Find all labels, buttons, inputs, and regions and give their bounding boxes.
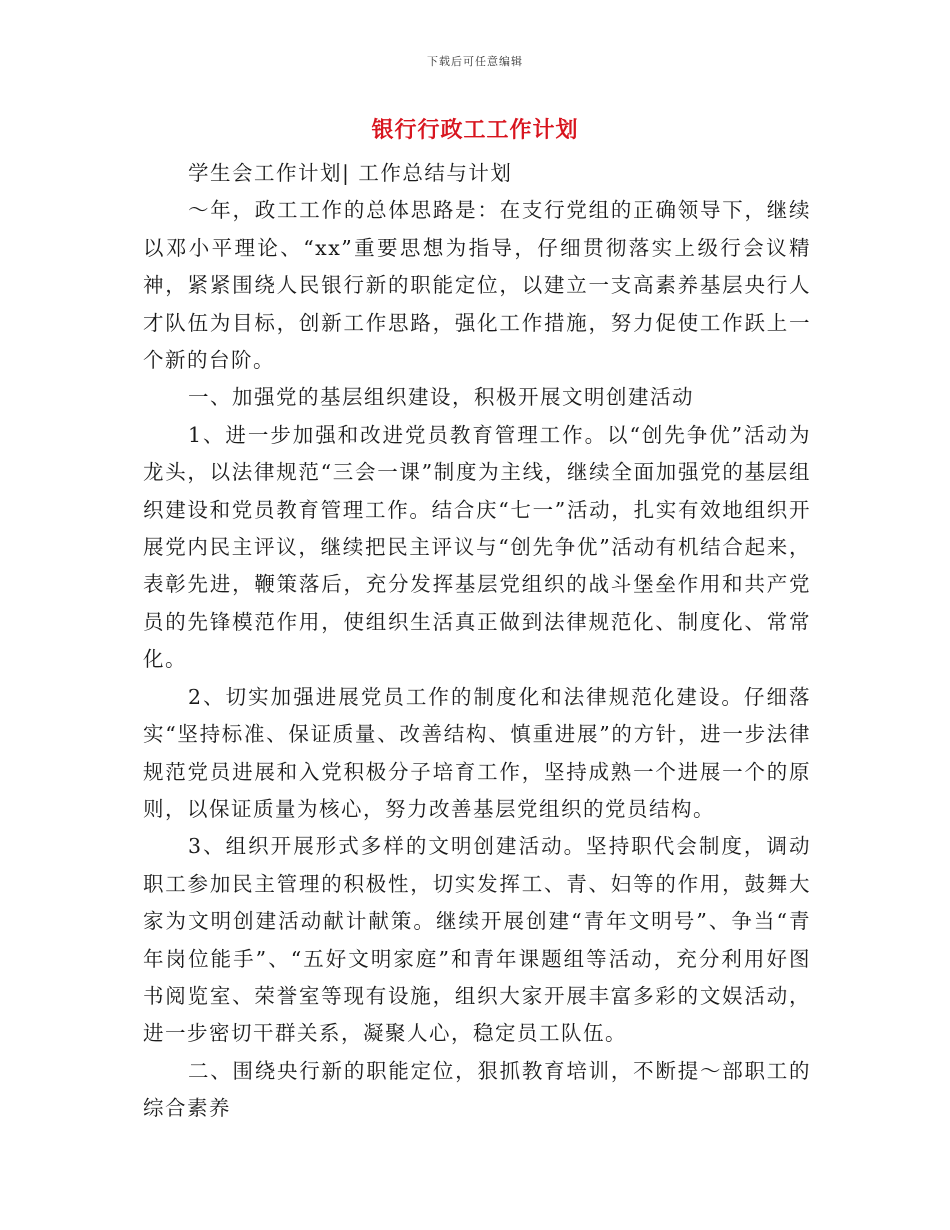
paragraph-item-3: 3、组织开展形式多样的文明创建活动。坚持职代会制度，调动职工参加民主管理的积极性，切实发挥工、青、妇等的作用，鼓舞大家为文明创建活动献计献策。继续开展创建“青年文明号”、争当“青年岗位能手”、“五好文明家庭”和青年课题组等活动，充分利用好图书阅览室、荣誉室等现有设施，组织大家开展丰富多彩的文娱活动，进一步密切干群关系，凝聚人心，稳定员工队伍。 xyxy=(143,834,811,1046)
header-note: 下载后可任意编辑 xyxy=(427,55,523,68)
document-title: 银行行政工工作计划 xyxy=(371,117,579,143)
document-body xyxy=(143,155,811,1128)
paragraph-item-1: 1、进一步加强和改进党员教育管理工作。以“创先争优”活动为龙头，以法律规范“三会一课”制度为主线，继续全面加强党的基层组织建设和党员教育管理工作。结合庆“七一”活动，扎实有效地组织开展党内民主评议，继续把民主评议与“创先争优”活动有机结合起来，表彰先进，鞭策落后，充分发挥基层党组织的战斗堡垒作用和共产党员的先锋模范作用，使组织生活真正做到法律规范化、制度化、常常化。 xyxy=(143,422,811,672)
category-line: 学生会工作计划| 工作总结与计划 xyxy=(188,161,513,185)
section-heading-2: 二、围绕央行新的职能定位，狠抓教育培训，不断提～部职工的综合素养 xyxy=(143,1058,811,1121)
section-heading-1: 一、加强党的基层组织建设，积极开展文明创建活动 xyxy=(188,385,694,410)
paragraph-item-2: 2、切实加强进展党员工作的制度化和法律规范化建设。仔细落实“坚持标准、保证质量、改善结构、慎重进展”的方针，进一步法律规范党员进展和入党积极分子培育工作，坚持成熟一个进展一个的原则，以保证质量为核心，努力改善基层党组织的党员结构。 xyxy=(143,684,811,821)
paragraph-intro: ～年，政工工作的总体思路是：在支行党组的正确领导下，继续以邓小平理论、“xx”重要思想为指导，仔细贯彻落实上级行会议精神，紧紧围绕人民银行新的职能定位，以建立一支高素养基层央行人才队伍为目标，创新工作思路，强化工作措施，努力促使工作跃上一个新的台阶。 xyxy=(143,198,811,373)
